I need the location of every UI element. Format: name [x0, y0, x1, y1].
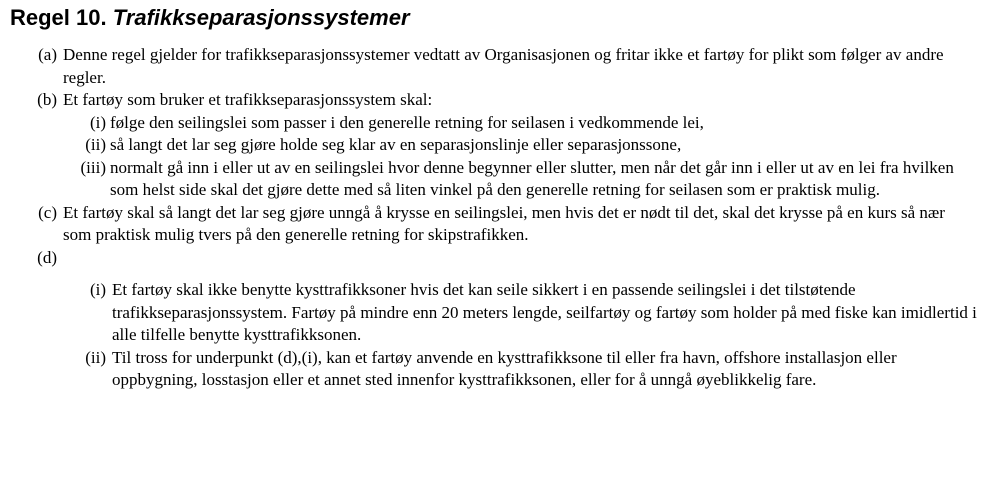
subparagraph-d-ii — [0, 347, 1000, 392]
subparagraph-label: (iii) — [80, 157, 106, 177]
subparagraph-text: Til tross for underpunkt (d),(i), kan et fartøy anvende en kysttrafikksone til eller fra havn, offshore installasjon eller oppbygning, losstasjon eller et annet sted innenfor kysttrafikksonen, eller for å unngå øyeblikkelig fare. — [112, 347, 897, 389]
paragraph-label: (d) — [37, 247, 57, 267]
subparagraph-text: så langt det lar seg gjøre holde seg klar av en separasjonslinje eller separasjonssone, — [110, 135, 682, 154]
paragraph-c — [0, 202, 1000, 247]
subparagraph-text: følge den seilingslei som passer i den generelle retning for seilasen i vedkommende lei, — [110, 112, 704, 132]
subparagraph-b-iii — [0, 157, 1000, 202]
subparagraph-text: Et fartøy skal ikke benytte kysttrafikksoner hvis det kan seile sikkert i en passende seilingslei i det tilstøtende trafikkseparasjonssystem. Fartøy på mindre enn 20 meters lengde, seilfartøy og fartøy som holder på med fiske kan imidlertid i alle tilfelle benytte kysttrafikksonen. — [112, 280, 977, 344]
paragraph-text: Et fartøy skal så langt det lar seg gjøre unngå å krysse en seilingslei, men hvis det er nødt til det, skal det krysse på en kurs så nær som praktisk mulig tvers på den generelle retning for skipstrafikken. — [63, 202, 945, 244]
paragraph-text-empty — [63, 247, 963, 270]
subparagraph-b-i — [0, 112, 1000, 135]
subparagraph-b-ii — [0, 134, 1000, 157]
paragraph-label: (a) — [38, 45, 57, 64]
subparagraph-d-i — [0, 279, 1000, 347]
paragraph-a — [0, 44, 1000, 89]
paragraph-text: Denne regel gjelder for trafikkseparasjonssystemer vedtatt av Organisasjonen og fritar ikke et fartøy for plikt som følger av andre regler. — [63, 45, 944, 87]
paragraph-label: (b) — [37, 90, 57, 109]
rule-heading — [10, 4, 410, 32]
paragraph-label: (c) — [38, 202, 57, 222]
subparagraph-label: (ii) — [85, 347, 106, 367]
rule-body — [0, 44, 1000, 392]
subparagraph-label: (ii) — [85, 135, 106, 154]
rule-number: Regel 10. — [10, 5, 107, 30]
paragraph-d — [0, 247, 1000, 270]
paragraph-text: Et fartøy som bruker et trafikkseparasjonssystem skal: — [63, 90, 433, 109]
subparagraph-label: (i) — [89, 112, 106, 132]
subparagraph-text: normalt gå inn i eller ut av en seilingslei hvor denne begynner eller slutter, men når det går inn i eller ut av en lei fra hvilken som helst side skal det gjøre dette med så liten vinkel på den generelle retning for seilasen som er praktisk mulig. — [110, 157, 954, 199]
rule-title: Trafikkseparasjonssystemer — [112, 5, 410, 30]
paragraph-b — [0, 89, 1000, 112]
subparagraph-label: (i) — [89, 280, 106, 299]
spacer — [0, 269, 1000, 279]
